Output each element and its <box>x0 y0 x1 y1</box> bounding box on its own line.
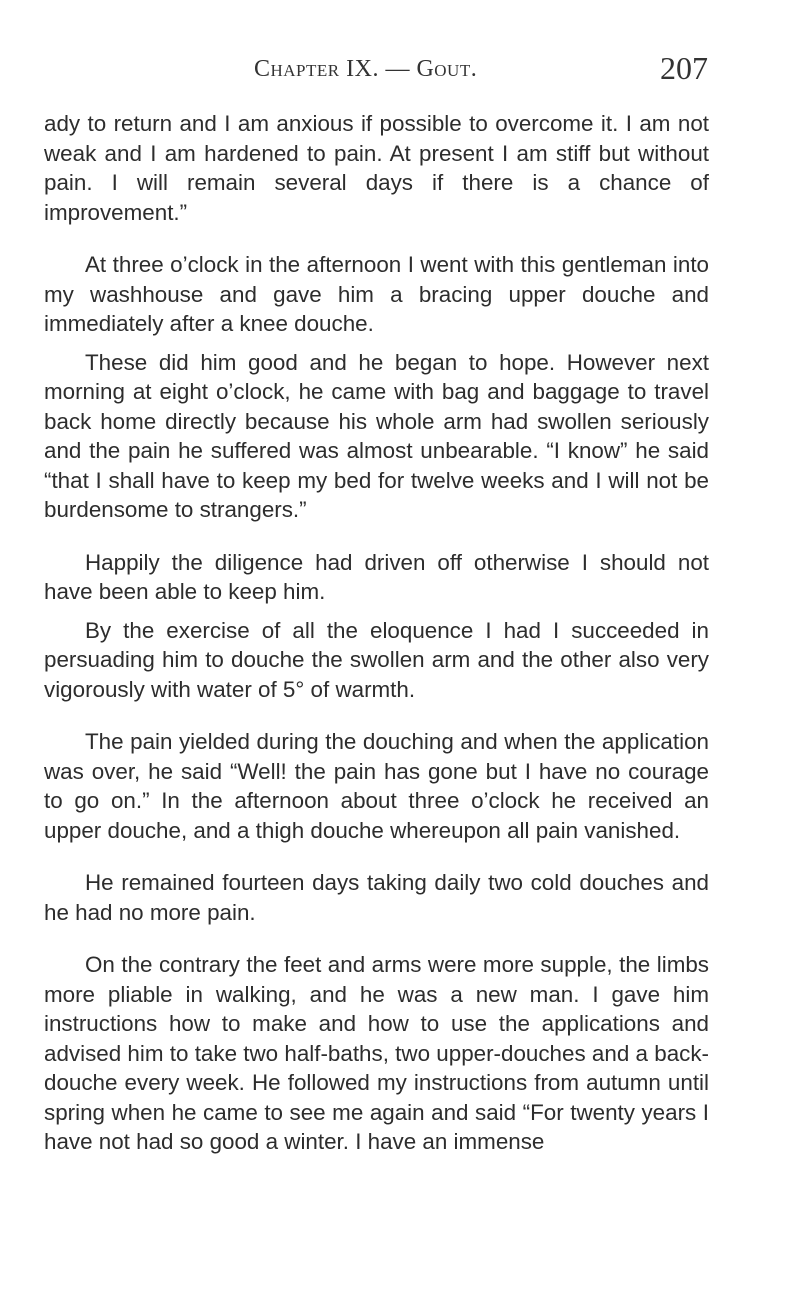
running-head: Chapter IX. — Gout. <box>254 56 478 82</box>
paragraph: At three o’clock in the afternoon I went with this gentleman into my washhouse and gave him a bracing upper douche and immediately after a knee douche. <box>44 252 709 336</box>
paragraph: These did him good and he began to hope. However next morning at eight o’clock, he came with bag and baggage to travel back home directly because his whole arm had swollen seriously and the pain he suffered was almost unbearable. “I know” he said “that I shall have to keep my bed for twelve weeks and I will not be burdensome to strangers.” <box>44 349 709 522</box>
body-text <box>44 109 709 1180</box>
paragraph: He remained fourteen days taking daily two cold douches and he had no more pain. <box>44 870 709 925</box>
paragraph: On the contrary the feet and arms were more supple, the limbs more pliable in walking, and he was a new man. I gave him instructions how to make and how to use the applications and advised him to take two half-baths, two upper-douches and a back-douche every week. He followed my instructions from autumn until spring when he came to see me again and said “For twenty years I have not had so good a winter. I have an immense <box>44 952 709 1154</box>
paragraph: By the exercise of all the eloquence I had I succeeded in persuading him to douche the swollen arm and the other also very vigorously with water of 5° of warmth. <box>44 617 709 702</box>
paragraph-continuation: ady to return and I am anxious if possible to overcome it. I am not weak and I am hardened to pain. At present I am stiff but without pain. I will remain several days if there is a chance of improvement.” <box>44 111 709 225</box>
page-number: 207 <box>660 50 708 86</box>
paragraph: Happily the diligence had driven off otherwise I should not have been able to keep him. <box>44 549 709 604</box>
paragraph: The pain yielded during the douching and when the application was over, he said “Well! the pain has gone but I have no courage to go on.” In the afternoon about three o’clock he received an upper douche, and a thigh douche whereupon all pain vanished. <box>44 729 709 843</box>
